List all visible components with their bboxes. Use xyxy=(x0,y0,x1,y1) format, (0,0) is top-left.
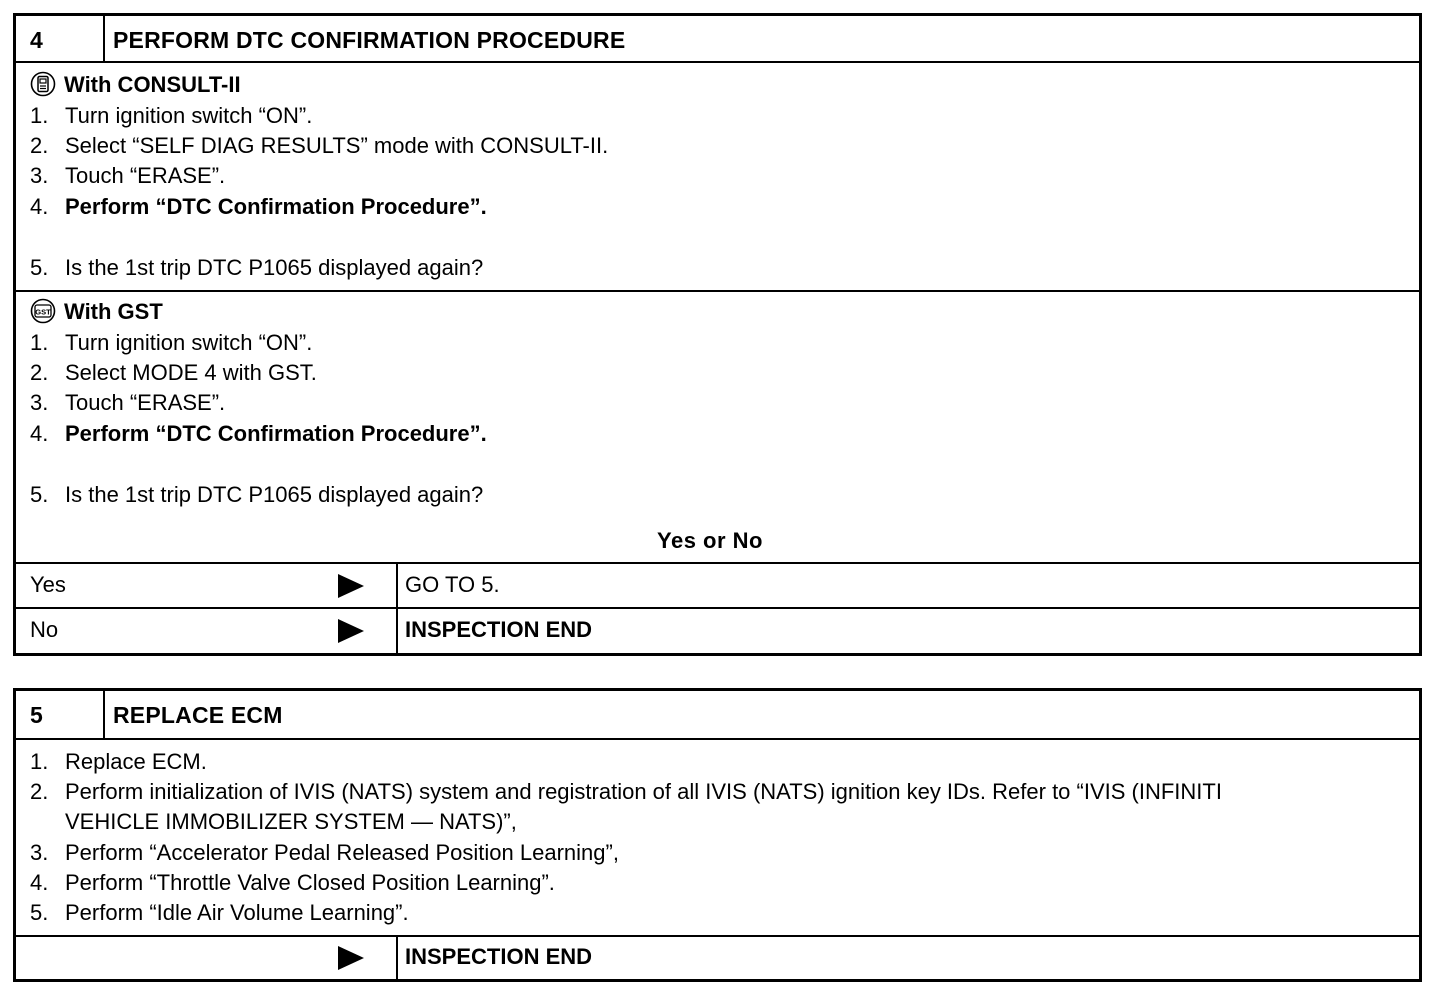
list-item: 5. Is the 1st trip DTC P1065 displayed again? xyxy=(30,255,484,280)
outcome-row-no xyxy=(16,607,1419,655)
outcome-label: No xyxy=(30,617,59,642)
step-title: PERFORM DTC CONFIRMATION PROCEDURE xyxy=(113,27,626,53)
section-divider xyxy=(16,290,1419,292)
outcome-result: INSPECTION END xyxy=(405,617,593,642)
step-4-header xyxy=(16,16,1419,63)
list-item: 4. Perform “Throttle Valve Closed Position Learning”. xyxy=(30,870,555,895)
list-item: 3. Perform “Accelerator Pedal Released Position Learning”, xyxy=(30,840,619,865)
list-item: 2. Perform initialization of IVIS (NATS) system and registration of all IVIS (NATS) ignition key IDs. Refer to “IVIS (INFINITI xyxy=(30,779,1222,804)
step-number: 4 xyxy=(30,27,43,53)
yes-or-no-question: Yes or No xyxy=(657,528,763,553)
list-item: 4. Perform “DTC Confirmation Procedure”. xyxy=(30,194,487,219)
arrow-right-icon xyxy=(338,619,364,643)
list-item: 5. Perform “Idle Air Volume Learning”. xyxy=(30,900,409,925)
step-4-box xyxy=(13,13,1422,656)
gst-heading: GST With GST xyxy=(30,299,163,326)
row-divider xyxy=(396,564,398,608)
list-item: 3. Touch “ERASE”. xyxy=(30,390,226,415)
row-divider xyxy=(396,609,398,655)
step-title: REPLACE ECM xyxy=(113,702,283,728)
gst-icon xyxy=(30,298,56,324)
outcome-result: INSPECTION END xyxy=(405,944,593,969)
outcome-row xyxy=(16,935,1419,981)
step-5-header xyxy=(16,691,1419,740)
consult-icon xyxy=(30,71,56,97)
arrow-right-icon xyxy=(338,946,364,970)
consult-heading: With CONSULT-II xyxy=(30,72,241,99)
outcome-row-yes xyxy=(16,562,1419,608)
list-item: VEHICLE IMMOBILIZER SYSTEM — NATS)”, xyxy=(65,809,517,834)
step-number: 5 xyxy=(30,702,43,728)
list-item: 4. Perform “DTC Confirmation Procedure”. xyxy=(30,421,487,446)
row-divider xyxy=(396,937,398,981)
list-item: 1. Turn ignition switch “ON”. xyxy=(30,330,313,355)
list-item: 2. Select MODE 4 with GST. xyxy=(30,360,317,385)
list-item: 1. Replace ECM. xyxy=(30,749,207,774)
svg-text:GST: GST xyxy=(35,307,51,317)
list-item: 2. Select “SELF DIAG RESULTS” mode with CONSULT-II. xyxy=(30,133,609,158)
outcome-result: GO TO 5. xyxy=(405,572,500,597)
arrow-right-icon xyxy=(338,574,364,598)
list-item: 1. Turn ignition switch “ON”. xyxy=(30,103,313,128)
step-5-box xyxy=(13,688,1422,982)
outcome-label: Yes xyxy=(30,572,66,597)
header-divider xyxy=(103,16,105,61)
list-item: 3. Touch “ERASE”. xyxy=(30,163,226,188)
list-item: 5. Is the 1st trip DTC P1065 displayed again? xyxy=(30,482,484,507)
header-divider xyxy=(103,691,105,738)
